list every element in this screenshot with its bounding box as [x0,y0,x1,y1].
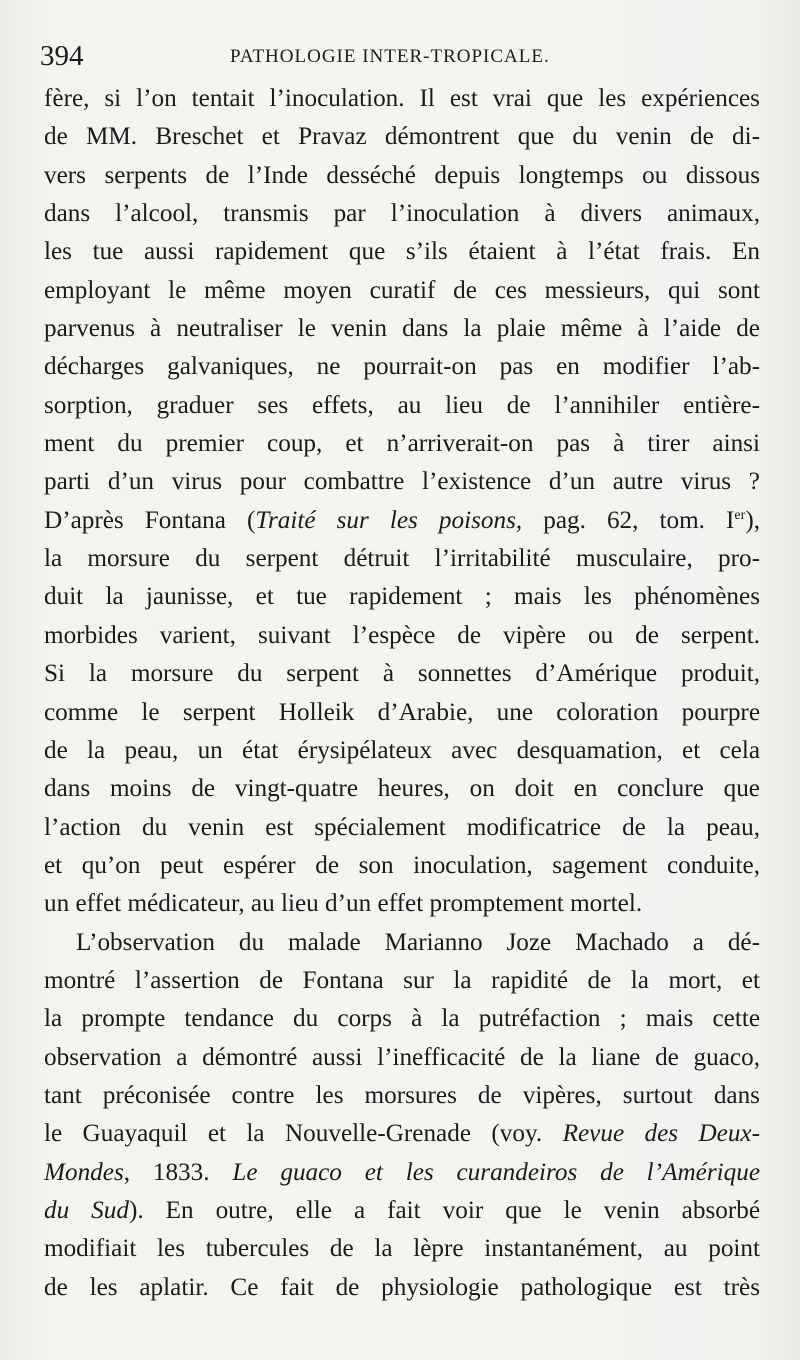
citation-year: , 1833. [123,1158,233,1186]
text-line: tant préconisée contre les morsures de vipères, surtout dans [44,1081,760,1109]
text-line: de la peau, un état érysipélateux avec desquamation, et cela [44,736,760,764]
text-line: et qu’on peut espérer de son inoculation, sagement conduite, [44,851,760,879]
text-line: de MM. Breschet et Pravaz démontrent que du venin de di- [44,123,760,151]
text-line: duit la jaunisse, et tue rapidement ; mais les phénomènes [44,583,760,611]
text-line: dans l’alcool, transmis par l’inoculation à divers animaux, [44,200,760,228]
text-line: décharges galvaniques, ne pourrait-on pas en modifier l’ab- [44,353,760,381]
text-line: observation a démontré aussi l’inefficacité de la liane de guaco, [44,1043,760,1071]
paragraph-first-line: L’observation du malade Marianno Joze Machado a dé- [76,928,760,956]
cited-work-title: Traité sur les poisons [255,506,516,534]
paragraph-end-line: un effet médicateur, au lieu d’un effet promptement mortel. [44,890,643,918]
cited-article-title-cont: du Sud [44,1196,129,1224]
running-head [40,38,760,74]
citation-prefix: D’après Fontana ( [44,506,256,534]
text-line-citation [44,1154,760,1192]
text-line: les tue aussi rapidement que s’ils étaient à l’état frais. En [44,238,760,266]
cited-journal-title: Revue des Deux- [562,1120,761,1148]
cited-journal-title-cont: Mondes [44,1158,124,1186]
text-line-citation [44,1192,760,1230]
cited-article-title: Le guaco et les curandeiros de l’Amérique [232,1158,760,1186]
text-line: l’action du venin est spécialement modificatrice de la peau, [44,813,760,841]
page-number: 394 [40,40,84,72]
text-line: de les aplatir. Ce fait de physiologie pathologique est très [44,1273,760,1301]
body-text [44,80,760,1307]
text-line: la prompte tendance du corps à la putréfaction ; mais cette [44,1005,760,1033]
text-line: vers serpents de l’Inde desséché depuis longtemps ou dissous [44,161,760,189]
text-line: comme le serpent Holleik d’Arabie, une coloration pourpre [44,698,760,726]
text-line: employant le même moyen curatif de ces messieurs, qui sont [44,276,760,304]
text-line: sorption, graduer ses effets, au lieu de l’annihiler entière- [44,391,760,419]
text-line: dans moins de vingt-quatre heures, on doit en conclure que [44,775,760,803]
text-line: modifiait les tubercules de la lèpre instantanément, au point [44,1235,760,1263]
text-line-citation [44,502,760,540]
text-line: fère, si l’on tentait l’inoculation. Il est vrai que les expériences [44,85,760,112]
text-line: parvenus à neutraliser le venin dans la plaie même à l’aide de [44,315,760,343]
citation-prefix: le Guayaquil et la Nouvelle-Grenade (voy. [44,1120,563,1148]
running-title: PATHOLOGIE INTER-TROPICALE. [230,46,550,67]
text-line: la morsure du serpent détruit l’irritabilité musculaire, pro- [44,545,760,573]
text-line: morbides varient, suivant l’espèce de vipère ou de serpent. [44,621,760,649]
citation-superscript: er [734,507,746,523]
citation-details: , pag. 62, tom. I [515,506,735,534]
citation-suffix: ). En outre, elle a fait voir que le venin absorbé [128,1196,760,1224]
text-line-citation [44,1115,760,1153]
text-line: parti d’un virus pour combattre l’existence d’un autre virus ? [44,468,760,496]
text-line: Si la morsure du serpent à sonnettes d’Amérique produit, [44,660,760,688]
text-line: montré l’assertion de Fontana sur la rapidité de la mort, et [44,966,760,994]
citation-suffix: ), [745,506,760,534]
text-line: ment du premier coup, et n’arriverait-on pas à tirer ainsi [44,430,760,458]
